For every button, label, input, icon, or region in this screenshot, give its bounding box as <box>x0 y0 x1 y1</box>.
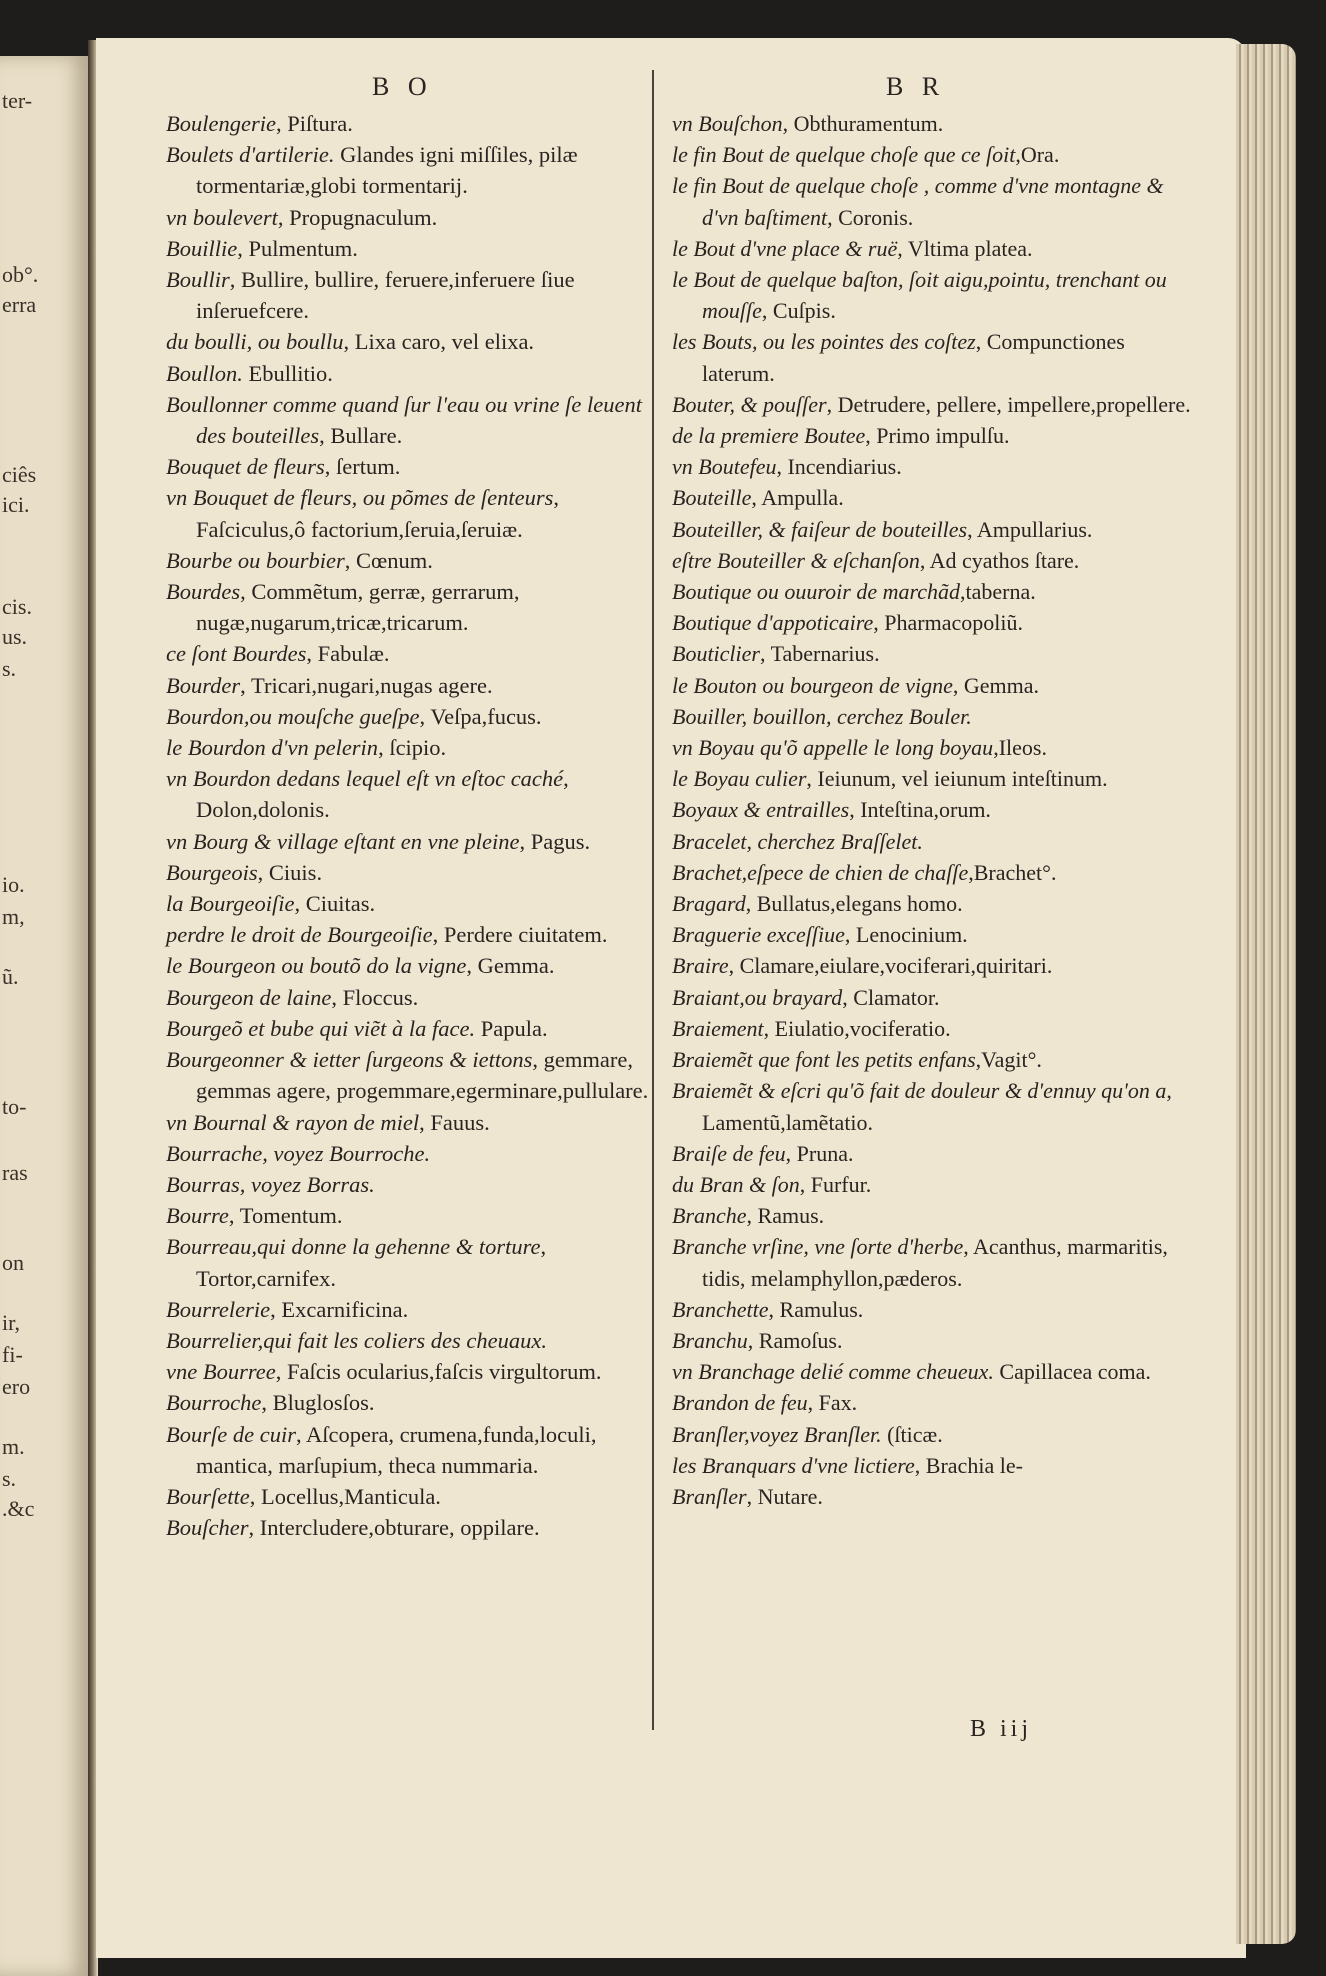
left-page-fragment: s. <box>2 1466 17 1491</box>
entry-headword: Branche <box>672 1203 747 1229</box>
dictionary-entry <box>166 1325 656 1356</box>
entry-headword: Bourrelerie <box>166 1296 271 1322</box>
entry-translation: , Commẽtum, gerræ, gerrarum, nugæ,nugarum,tricæ,tricarum. <box>196 579 520 636</box>
entry-headword: vn Boyau qu'õ appelle le long boyau <box>672 735 994 761</box>
dictionary-entry <box>166 108 656 139</box>
entry-headword: Bouillie <box>166 235 238 261</box>
entry-headword: Braiement <box>672 1015 764 1041</box>
entry-translation: (ſticæ. <box>881 1421 943 1447</box>
dictionary-entry <box>166 888 656 919</box>
left-page-fragment: s. <box>2 656 17 681</box>
dictionary-entry <box>672 264 1192 326</box>
entry-headword: Boulengerie <box>166 111 276 136</box>
entry-headword: perdre le droit de Bourgeoiſie <box>166 922 433 948</box>
dictionary-entry <box>672 233 1192 264</box>
entry-headword: Bourgeois <box>166 859 258 885</box>
entry-headword: Bourre <box>166 1203 229 1229</box>
entry-headword: Bourbe ou bourbier <box>166 547 345 573</box>
entry-headword: Braiſe de feu <box>672 1140 786 1166</box>
entry-headword: Bouquet de fleurs <box>166 454 325 480</box>
entry-translation: , Inteſtina,orum. <box>849 797 991 823</box>
entry-headword: vne Bourree <box>166 1359 276 1385</box>
entry-headword: le Bourdon d'vn pelerin <box>166 735 379 761</box>
left-page-fragment: ras <box>2 1160 28 1185</box>
dictionary-entry <box>672 1294 1192 1325</box>
dictionary-entry <box>166 950 656 981</box>
entry-translation: , Brachia le- <box>914 1452 1023 1478</box>
entry-headword: Bourgeon de laine <box>166 984 332 1010</box>
dictionary-entry <box>166 1294 656 1325</box>
entry-translation: Capillacea coma. <box>993 1359 1151 1385</box>
entry-headword: les Bouts, ou les pointes des coſtez <box>672 329 976 355</box>
dictionary-entry <box>166 202 656 233</box>
entry-headword: Bourrelier,qui fait les coliers des cheuaux. <box>166 1327 547 1353</box>
dictionary-entry <box>672 670 1192 701</box>
entry-translation: , Fauus. <box>419 1109 490 1135</box>
left-page-fragment: .&c <box>2 1496 35 1521</box>
dictionary-entry <box>166 1013 656 1044</box>
entry-headword: vn Bouſchon <box>672 111 783 136</box>
dictionary-entry <box>166 670 656 701</box>
entry-translation: , Floccus. <box>331 984 419 1010</box>
dictionary-entry <box>166 482 656 544</box>
entry-translation: , Incendiarius. <box>776 454 902 480</box>
entry-headword: vn Bournal & rayon de miel <box>166 1109 420 1135</box>
entry-headword: Bracelet, cherchez Braſſelet. <box>672 828 923 854</box>
entry-translation: , Ad cyathos ſtare. <box>919 547 1080 573</box>
dictionary-entry <box>672 139 1192 170</box>
entry-headword: Boyaux & entrailles <box>672 797 850 823</box>
entry-translation: , Bluglosſos. <box>261 1390 375 1416</box>
entry-translation: , Cuſpis. <box>761 298 836 324</box>
entry-headword: Branchette <box>672 1296 769 1322</box>
entry-translation: , Propugnaculum. <box>277 204 438 230</box>
dictionary-entry <box>672 794 1192 825</box>
entry-translation: , gemmare, gemmas agere, progemmare,egerminare,pullulare. <box>196 1047 649 1104</box>
dictionary-entry <box>166 358 656 389</box>
dictionary-column-left <box>166 108 656 1543</box>
entry-translation: , Excarnificina. <box>270 1296 409 1322</box>
entry-translation: , Lixa caro, vel elixa. <box>343 329 535 355</box>
entry-translation: , Vltima platea. <box>897 235 1033 261</box>
dictionary-entry <box>166 326 656 357</box>
dictionary-entry <box>166 1387 656 1418</box>
entry-translation: , Perdere ciuitatem. <box>432 922 608 948</box>
entry-translation: , Lamentũ,lamẽtatio. <box>702 1078 1172 1135</box>
running-head-left: B O <box>372 72 433 101</box>
entry-translation: , Ramulus. <box>768 1296 864 1322</box>
dictionary-entry <box>672 763 1192 794</box>
left-page-fragment: ir, <box>2 1310 21 1335</box>
entry-headword: de la premiere Boutee <box>672 423 866 449</box>
entry-translation: , Ieiunum, vel ieiunum inteſtinum. <box>806 766 1108 792</box>
dictionary-entry <box>166 1138 656 1169</box>
entry-headword: la Bourgeoiſie <box>166 891 295 917</box>
entry-headword: le fin Bout de quelque choſe que ce ſoit <box>672 142 1016 168</box>
entry-translation: Ebullitio. <box>242 360 333 386</box>
entry-headword: Bourder <box>166 672 241 698</box>
left-page-fragment: ciês <box>2 462 37 487</box>
entry-headword: vn Boutefeu <box>672 454 777 480</box>
entry-headword: Bourdon,ou mouſche gueſpe <box>166 703 420 729</box>
entry-translation: , Ampulla. <box>751 485 844 511</box>
entry-translation: , Dolon,dolonis. <box>196 766 569 823</box>
left-page-fragment: erra <box>2 292 37 317</box>
entry-headword: eſtre Bouteiller & eſchanſon <box>672 547 920 573</box>
dictionary-entry <box>672 701 1192 732</box>
entry-translation: , Coronis. <box>827 204 914 230</box>
left-page-fragment: io. <box>2 872 25 897</box>
entry-translation: , Faſcis ocularius,faſcis virgultorum. <box>275 1359 602 1385</box>
entry-translation: , Fax. <box>807 1390 858 1416</box>
entry-headword: Bourras, voyez Borras. <box>166 1171 375 1197</box>
entry-headword: vn boulevert <box>166 204 278 230</box>
entry-headword: Bouiller, bouillon, cerchez Bouler. <box>672 703 972 729</box>
entry-headword: Bourdes <box>166 579 241 605</box>
left-page-fragment: ici. <box>2 492 30 517</box>
dictionary-entry <box>166 139 656 201</box>
entry-translation: , Ciuis. <box>257 859 323 885</box>
entry-translation: , Bullare. <box>319 423 403 449</box>
dictionary-entry <box>166 701 656 732</box>
entry-headword: le Bouton ou bourgeon de vigne <box>672 672 953 698</box>
dictionary-entry <box>166 1512 656 1543</box>
dictionary-entry <box>672 1075 1192 1137</box>
running-head-right: B R <box>886 72 946 101</box>
page-edges <box>1236 44 1296 1944</box>
dictionary-entry <box>672 638 1192 669</box>
entry-headword: Bourſette <box>166 1483 250 1509</box>
dictionary-entry <box>672 1044 1192 1075</box>
entry-translation: , Veſpa,fucus. <box>419 703 542 729</box>
dictionary-entry <box>672 1325 1192 1356</box>
entry-headword: Bouticlier <box>672 641 760 667</box>
entry-headword: le Bout d'vne place & ruë <box>672 235 898 261</box>
entry-translation: ,Ileos. <box>993 735 1047 761</box>
dictionary-entry <box>166 264 656 326</box>
dictionary-entry <box>672 108 1192 139</box>
entry-translation: ,Brachet°. <box>968 859 1057 885</box>
entry-translation: , Eiulatio,vociferatio. <box>763 1015 951 1041</box>
entry-translation: , ſcipio. <box>378 735 447 761</box>
entry-translation: , Intercludere,obturare, oppilare. <box>248 1515 540 1541</box>
entry-translation: , Aſcopera, crumena,funda,loculi, mantica, marſupium, theca nummaria. <box>196 1421 597 1478</box>
entry-headword: Branſler,voyez Branſler. <box>672 1421 882 1447</box>
entry-translation: , Primo impulſu. <box>865 423 1010 449</box>
entry-translation: , Clamator. <box>842 984 940 1010</box>
entry-headword: vn Bourdon dedans lequel eſt vn eſtoc caché <box>166 766 564 792</box>
entry-headword: Bragard <box>672 891 746 917</box>
entry-headword: vn Branchage delié comme cheueux. <box>672 1359 994 1385</box>
dictionary-entry <box>672 576 1192 607</box>
entry-translation: , Clamare,eiulare,vociferari,quiritari. <box>728 953 1053 979</box>
entry-headword: Bourroche <box>166 1390 262 1416</box>
entry-headword: Braguerie exceſſiue <box>672 922 845 948</box>
dictionary-entry <box>166 576 656 638</box>
entry-headword: vn Bourg & village eſtant en vne pleine <box>166 828 520 854</box>
dictionary-entry <box>672 950 1192 981</box>
dictionary-entry <box>672 607 1192 638</box>
entry-headword: Branchu <box>672 1327 748 1353</box>
entry-translation: , Tomentum. <box>228 1203 343 1229</box>
entry-headword: le Boyau culier <box>672 766 807 792</box>
left-page-fragment: on <box>2 1250 24 1275</box>
dictionary-entry <box>672 732 1192 763</box>
dictionary-entry <box>672 919 1192 950</box>
entry-translation: , Gemma. <box>466 953 555 979</box>
dictionary-entry <box>166 233 656 264</box>
signature-mark: B iij <box>970 1716 1033 1742</box>
entry-translation: ,Vagit°. <box>975 1047 1042 1073</box>
entry-headword: Bourrache, voyez Bourroche. <box>166 1140 431 1166</box>
entry-headword: Bourſe de cuir <box>166 1421 296 1447</box>
entry-headword: Boulets d'artilerie. <box>166 142 335 168</box>
entry-headword: Braiemẽt que font les petits enfans <box>672 1047 976 1073</box>
dictionary-entry <box>672 545 1192 576</box>
entry-translation: , Tricari,nugari,nugas agere. <box>240 672 493 698</box>
entry-translation: , Pulmentum. <box>237 235 358 261</box>
entry-headword: Boullon. <box>166 360 243 386</box>
entry-headword: le Bourgeon ou boutõ do la vigne <box>166 953 467 979</box>
dictionary-entry <box>672 389 1192 420</box>
dictionary-entry <box>672 482 1192 513</box>
entry-headword: le Bout de quelque baſton, ſoit aigu,pointu, trenchant ou mouſſe <box>672 267 1167 324</box>
entry-translation: , Ampullarius. <box>967 516 1093 542</box>
dictionary-entry <box>166 857 656 888</box>
dictionary-entry <box>672 1481 1192 1512</box>
entry-headword: du Bran & ſon <box>672 1171 800 1197</box>
entry-headword: Bouſcher <box>166 1515 249 1541</box>
dictionary-entry <box>166 1169 656 1200</box>
dictionary-column-right <box>672 108 1192 1512</box>
dictionary-entry <box>166 763 656 825</box>
dictionary-entry <box>672 1231 1192 1293</box>
entry-translation: , Fabulæ. <box>306 641 390 667</box>
left-page-fragment: ob°. <box>2 262 39 287</box>
entry-headword: le fin Bout de quelque choſe , comme d'vne montagne & d'vn baſtiment <box>672 173 1164 230</box>
entry-headword: Branſler <box>672 1483 747 1509</box>
entry-translation: , Obthuramentum. <box>782 111 944 136</box>
dictionary-entry <box>672 326 1192 388</box>
dictionary-entry <box>672 857 1192 888</box>
left-page-fragment: ero <box>2 1374 31 1399</box>
entry-headword: Brachet,eſpece de chien de chaſſe <box>672 859 969 885</box>
dictionary-entry <box>672 170 1192 232</box>
entry-translation: , Nutare. <box>746 1483 823 1509</box>
entry-headword: Boullir <box>166 267 230 293</box>
entry-translation: ,Ora. <box>1015 142 1060 168</box>
entry-translation: , Pagus. <box>519 828 591 854</box>
entry-headword: Bouteille <box>672 485 752 511</box>
entry-headword: Bouteiller, & faiſeur de bouteilles <box>672 516 968 542</box>
dictionary-entry <box>166 1419 656 1481</box>
entry-translation: Glandes igni miſſiles, pilæ tormentariæ,globi tormentarij. <box>196 142 578 199</box>
left-page-fragment: ũ. <box>2 964 19 989</box>
entry-headword: Branche vrſine, vne ſorte d'herbe <box>672 1234 964 1260</box>
dictionary-entry <box>672 888 1192 919</box>
entry-translation: , Gemma. <box>952 672 1039 698</box>
entry-headword: du boulli, ou boullu <box>166 329 344 355</box>
entry-translation: , ſertum. <box>324 454 401 480</box>
entry-headword: Bourreau,qui donne la gehenne & torture <box>166 1234 541 1260</box>
dictionary-entry <box>166 1107 656 1138</box>
left-page-fragment: cis. <box>2 594 32 619</box>
dictionary-entry <box>672 982 1192 1013</box>
entry-translation: , Cœnum. <box>344 547 433 573</box>
entry-translation: ,taberna. <box>960 579 1036 605</box>
dictionary-entry <box>672 1387 1192 1418</box>
entry-translation: , Faſciculus,ô factorium,ſeruia,ſeruiæ. <box>196 485 560 542</box>
entry-translation: , Piſtura. <box>275 111 353 136</box>
entry-translation: , Ramus. <box>746 1203 825 1229</box>
left-page-fragment: us. <box>2 624 28 649</box>
entry-translation: , Tortor,carnifex. <box>196 1234 547 1291</box>
entry-headword: Bouter, & pouſſer <box>672 391 827 417</box>
entry-translation: , Compunctiones laterum. <box>702 329 1125 386</box>
entry-headword: Bourgeonner & ietter ſurgeons & iettons <box>166 1047 533 1073</box>
entry-translation: , Pruna. <box>785 1140 854 1166</box>
dictionary-entry <box>166 545 656 576</box>
entry-headword: Boutique d'appoticaire <box>672 610 874 636</box>
entry-headword: vn Bouquet de fleurs, ou põmes de ſenteurs <box>166 485 554 511</box>
dictionary-entry <box>672 1200 1192 1231</box>
dictionary-entry <box>166 982 656 1013</box>
left-page-fragment: fi- <box>2 1342 23 1367</box>
dictionary-entry <box>166 1200 656 1231</box>
dictionary-entry <box>166 1356 656 1387</box>
dictionary-entry <box>672 1169 1192 1200</box>
dictionary-entry <box>672 1450 1192 1481</box>
left-page-fragment: m. <box>2 1434 25 1459</box>
entry-translation: , Bullire, bullire, feruere,inferuere ſiue inſeruefcere. <box>196 267 575 324</box>
entry-headword: Boullonner comme quand ſur l'eau ou vrine ſe leuent des bouteilles <box>166 391 642 449</box>
dictionary-entry <box>672 420 1192 451</box>
dictionary-entry <box>672 1013 1192 1044</box>
entry-translation: , Ciuitas. <box>294 891 376 917</box>
entry-translation: , Lenocinium. <box>844 922 968 948</box>
entry-headword: Braire <box>672 953 729 979</box>
entry-translation: , Bullatus,elegans homo. <box>745 891 963 917</box>
entry-headword: les Branquars d'vne lictiere <box>672 1452 915 1478</box>
dictionary-entry <box>166 638 656 669</box>
dictionary-entry <box>672 1419 1192 1450</box>
dictionary-entry <box>166 919 656 950</box>
left-page-fragment: m, <box>2 904 25 929</box>
dictionary-entry <box>672 1138 1192 1169</box>
entry-headword: Braiemẽt & eſcri qu'õ fait de douleur & d'ennuy qu'on a <box>672 1078 1167 1104</box>
dictionary-entry <box>166 732 656 763</box>
dictionary-entry <box>672 826 1192 857</box>
dictionary-entry <box>672 514 1192 545</box>
entry-translation: , Detrudere, pellere, impellere,propellere. <box>826 391 1191 417</box>
dictionary-entry <box>166 826 656 857</box>
dictionary-entry <box>672 451 1192 482</box>
dictionary-entry <box>166 1044 656 1106</box>
entry-headword: Brandon de feu <box>672 1390 808 1416</box>
entry-headword: ce ſont Bourdes <box>166 641 307 667</box>
entry-headword: Bourgeõ et bube qui viẽt à la face. <box>166 1015 476 1041</box>
dictionary-entry <box>166 451 656 482</box>
left-page-fragment: to- <box>2 1094 27 1119</box>
dictionary-entry <box>166 1481 656 1512</box>
dictionary-entry <box>166 1231 656 1293</box>
entry-translation: , Acanthus, marmaritis, tidis, melamphyllon,pæderos. <box>702 1234 1168 1291</box>
entry-headword: Boutique ou ouuroir de marchãd <box>672 579 961 605</box>
dictionary-entry <box>166 389 656 451</box>
entry-translation: , Ramoſus. <box>747 1327 843 1353</box>
left-page-edge <box>0 56 90 1976</box>
entry-translation: Papula. <box>475 1015 548 1041</box>
entry-headword: Braiant,ou brayard <box>672 984 843 1010</box>
entry-translation: , Pharmacopoliũ. <box>873 610 1023 636</box>
entry-translation: , Locellus,Manticula. <box>249 1483 441 1509</box>
entry-translation: , Furfur. <box>799 1171 872 1197</box>
left-page-fragment: ter- <box>2 88 33 113</box>
entry-translation: , Tabernarius. <box>759 641 880 667</box>
dictionary-entry <box>672 1356 1192 1387</box>
